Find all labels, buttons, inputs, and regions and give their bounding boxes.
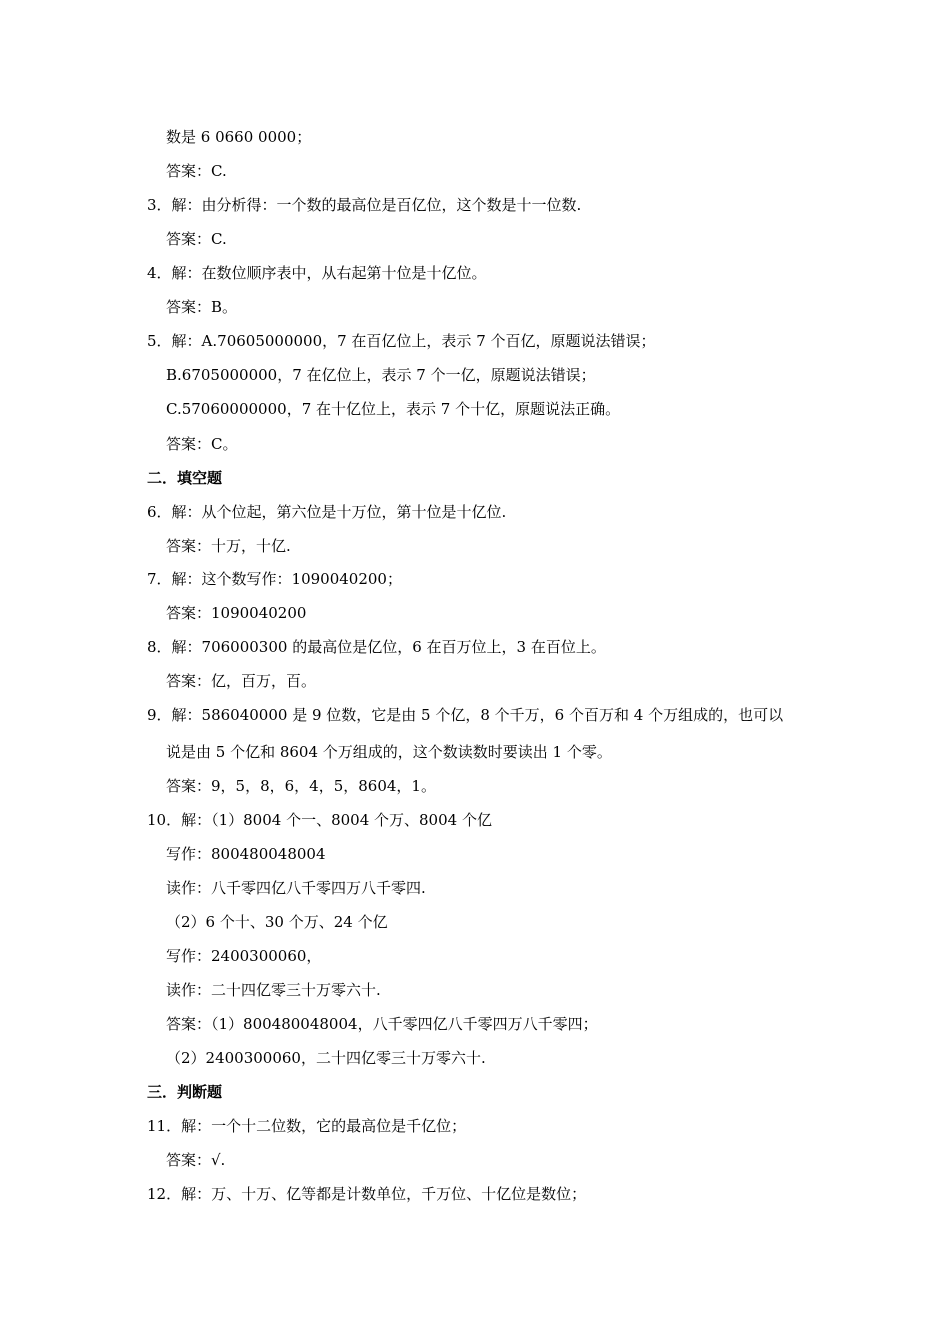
text-line: 说是由 5 个亿和 8604 个万组成的，这个数读数时要读出 1 个零。 [166, 743, 612, 761]
solution-line: 11．解：一个十二位数，它的最高位是千亿位； [147, 1117, 467, 1135]
section-heading: 三．判断题 [147, 1083, 223, 1101]
text-line: 读作：二十四亿零三十万零六十. [166, 981, 381, 999]
answer-line: 答案：√. [166, 1151, 226, 1169]
answer-line: 答案：C. [166, 162, 227, 180]
solution-line: 12．解：万、十万、亿等都是计数单位，千万位、十亿位是数位； [147, 1185, 587, 1203]
text-line: 数是 6 0660 0000； [166, 128, 312, 146]
answer-line: 答案：C. [166, 230, 227, 248]
solution-line: 8．解：706000300 的最高位是亿位，6 在百万位上，3 在百位上。 [147, 638, 606, 656]
solution-line: 4．解：在数位顺序表中，从右起第十位是十亿位。 [147, 264, 487, 282]
answer-line: 答案：亿，百万，百。 [166, 672, 317, 690]
text-line: 读作：八千零四亿八千零四万八千零四. [166, 879, 426, 897]
answer-line: 答案：9，5，8，6，4，5，8604，1。 [166, 777, 436, 795]
solution-line: 7．解：这个数写作：1090040200； [147, 570, 402, 588]
answer-line: 答案：B。 [166, 298, 238, 316]
text-line: B.6705000000，7 在亿位上，表示 7 个一亿，原题说法错误； [166, 366, 596, 384]
solution-line: 10．解：（1）8004 个一、8004 个万、8004 个亿 [147, 811, 492, 829]
text-line: 写作：2400300060， [166, 947, 322, 965]
answer-line: 答案：C。 [166, 435, 238, 453]
answer-line: 答案：1090040200 [166, 604, 307, 622]
text-line: C.57060000000，7 在十亿位上，表示 7 个十亿，原题说法正确。 [166, 400, 621, 418]
solution-line: 5．解：A.70605000000，7 在百亿位上，表示 7 个百亿，原题说法错误； [147, 332, 656, 350]
text-line: （2）2400300060，二十四亿零三十万零六十. [166, 1049, 486, 1067]
solution-line: 3．解：由分析得：一个数的最高位是百亿位，这个数是十一位数. [147, 196, 582, 214]
answer-line: 答案：十万，十亿. [166, 537, 291, 555]
answer-line: 答案：（1）800480048004，八千零四亿八千零四万八千零四； [166, 1015, 598, 1033]
text-line: （2）6 个十、30 个万、24 个亿 [166, 913, 388, 931]
section-heading: 二．填空题 [147, 469, 223, 487]
solution-line: 6．解：从个位起，第六位是十万位，第十位是十亿位. [147, 503, 507, 521]
text-line: 写作：800480048004 [166, 845, 326, 863]
solution-line: 9．解：586040000 是 9 位数，它是由 5 个亿，8 个千万，6 个百万和 4 个万组成的，也可以 [147, 706, 784, 724]
